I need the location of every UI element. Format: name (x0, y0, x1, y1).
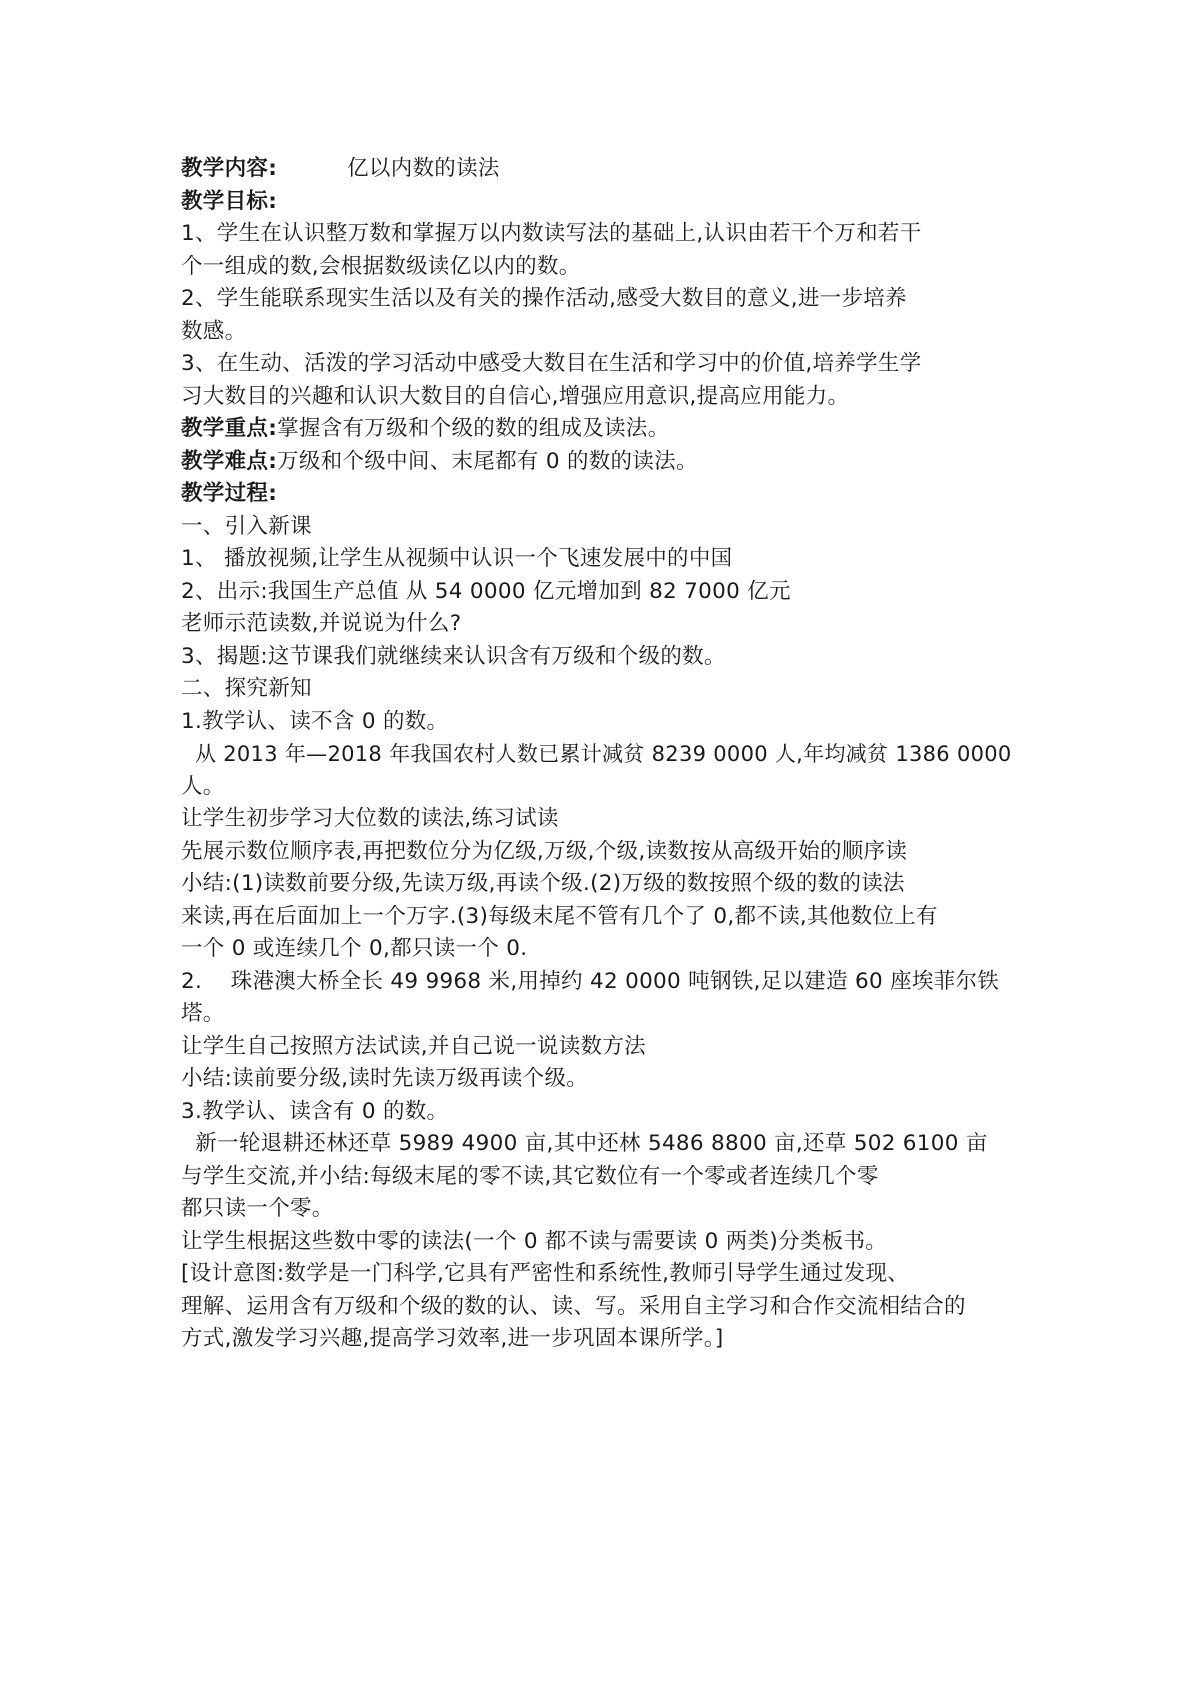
process-line: 1、 播放视频,让学生从视频中认识一个飞速发展中的中国 (181, 546, 733, 571)
process-line: 让学生根据这些数中零的读法(一个 0 都不读与需要读 0 两类)分类板书。 (181, 1228, 888, 1254)
key-point-value: 掌握含有万级和个级的数的组成及读法。 (277, 416, 670, 441)
goals-heading: 教学目标: (181, 188, 278, 214)
design-intent-line: 方式,激发学习兴趣,提高学习效率,进一步巩固本课所学。] (181, 1326, 724, 1351)
content-row (181, 153, 1021, 186)
key-point-row (181, 413, 1021, 446)
process-line: 让学生自己按照方法试读,并自己说一说读数方法 (181, 1033, 646, 1059)
section-heading-intro: 一、引入新课 (181, 513, 312, 539)
process-line: 都只读一个零。 (181, 1196, 334, 1221)
key-point-label: 教学重点: (181, 416, 278, 441)
process-heading: 教学过程: (181, 481, 278, 506)
goal-line: 习大数目的兴趣和认识大数目的自信心,增强应用意识,提高应用能力。 (181, 383, 850, 409)
goal-line: 2、学生能联系现实生活以及有关的操作活动,感受大数目的意义,进一步培养 (181, 286, 907, 311)
process-line: 让学生初步学习大位数的读法,练习试读 (181, 806, 559, 831)
process-line: 3、揭题:这节课我们就继续来认识含有万级和个级的数。 (181, 643, 726, 669)
summary-line: 一个 0 或连续几个 0,都只读一个 0. (181, 936, 528, 961)
process-line: 先展示数位顺序表,再把数位分为亿级,万级,个级,读数按从高级开始的顺序读 (181, 838, 908, 864)
goal-line: 个一组成的数,会根据数级读亿以内的数。 (181, 253, 581, 279)
content-value: 亿以内数的读法 (347, 156, 500, 181)
section-heading-explore: 二、探究新知 (181, 676, 312, 701)
difficulty-value: 万级和个级中间、末尾都有 0 的数的读法。 (277, 448, 698, 474)
process-line: 从 2013 年—2018 年我国农村人数已累计减贫 8239 0000 人,年均减贫 1386 0000 (181, 742, 1012, 766)
lesson-plan-document (181, 153, 1021, 1356)
summary-line: 来读,再在后面加上一个万字.(3)每级末尾不管有几个了 0,都不读,其他数位上有 (181, 903, 938, 929)
process-line: 老师示范读数,并说说为什么? (181, 611, 462, 636)
process-line: 3.教学认、读含有 0 的数。 (181, 1098, 449, 1124)
process-line: 新一轮退耕还林还草 5989 4900 亩,其中还林 5486 8800 亩,还草 502 6100 亩 (181, 1131, 988, 1156)
content-label: 教学内容: (181, 156, 278, 181)
process-line: 塔。 (181, 1001, 225, 1026)
process-line: 人。 (181, 773, 225, 799)
difficulty-label: 教学难点: (181, 448, 278, 474)
summary-line: 小结:(1)读数前要分级,先读万级,再读个级.(2)万级的数按照个级的数的读法 (181, 871, 905, 896)
process-line: 2、出示:我国生产总值 从 54 0000 亿元增加到 82 7000 亿元 (181, 578, 791, 604)
difficulty-row (181, 446, 1021, 479)
design-intent-line: 理解、运用含有万级和个级的数的认、读、写。采用自主学习和合作交流相结合的 (181, 1293, 966, 1319)
process-line: 与学生交流,并小结:每级末尾的零不读,其它数位有一个零或者连续几个零 (181, 1163, 879, 1189)
process-line: 1.教学认、读不含 0 的数。 (181, 708, 449, 734)
summary-line: 小结:读前要分级,读时先读万级再读个级。 (181, 1066, 589, 1091)
goal-line: 数感。 (181, 318, 247, 344)
design-intent-line: [设计意图:数学是一门科学,它具有严密性和系统性,教师引导学生通过发现、 (181, 1261, 910, 1286)
goal-line: 1、学生在认识整万数和掌握万以内数读写法的基础上,认识由若干个万和若干 (181, 221, 922, 246)
process-line: 2. 珠港澳大桥全长 49 9968 米,用掉约 42 0000 吨钢铁,足以建造 60 座埃菲尔铁 (181, 968, 1000, 994)
goal-line: 3、在生动、活泼的学习活动中感受大数目在生活和学习中的价值,培养学生学 (181, 351, 922, 376)
